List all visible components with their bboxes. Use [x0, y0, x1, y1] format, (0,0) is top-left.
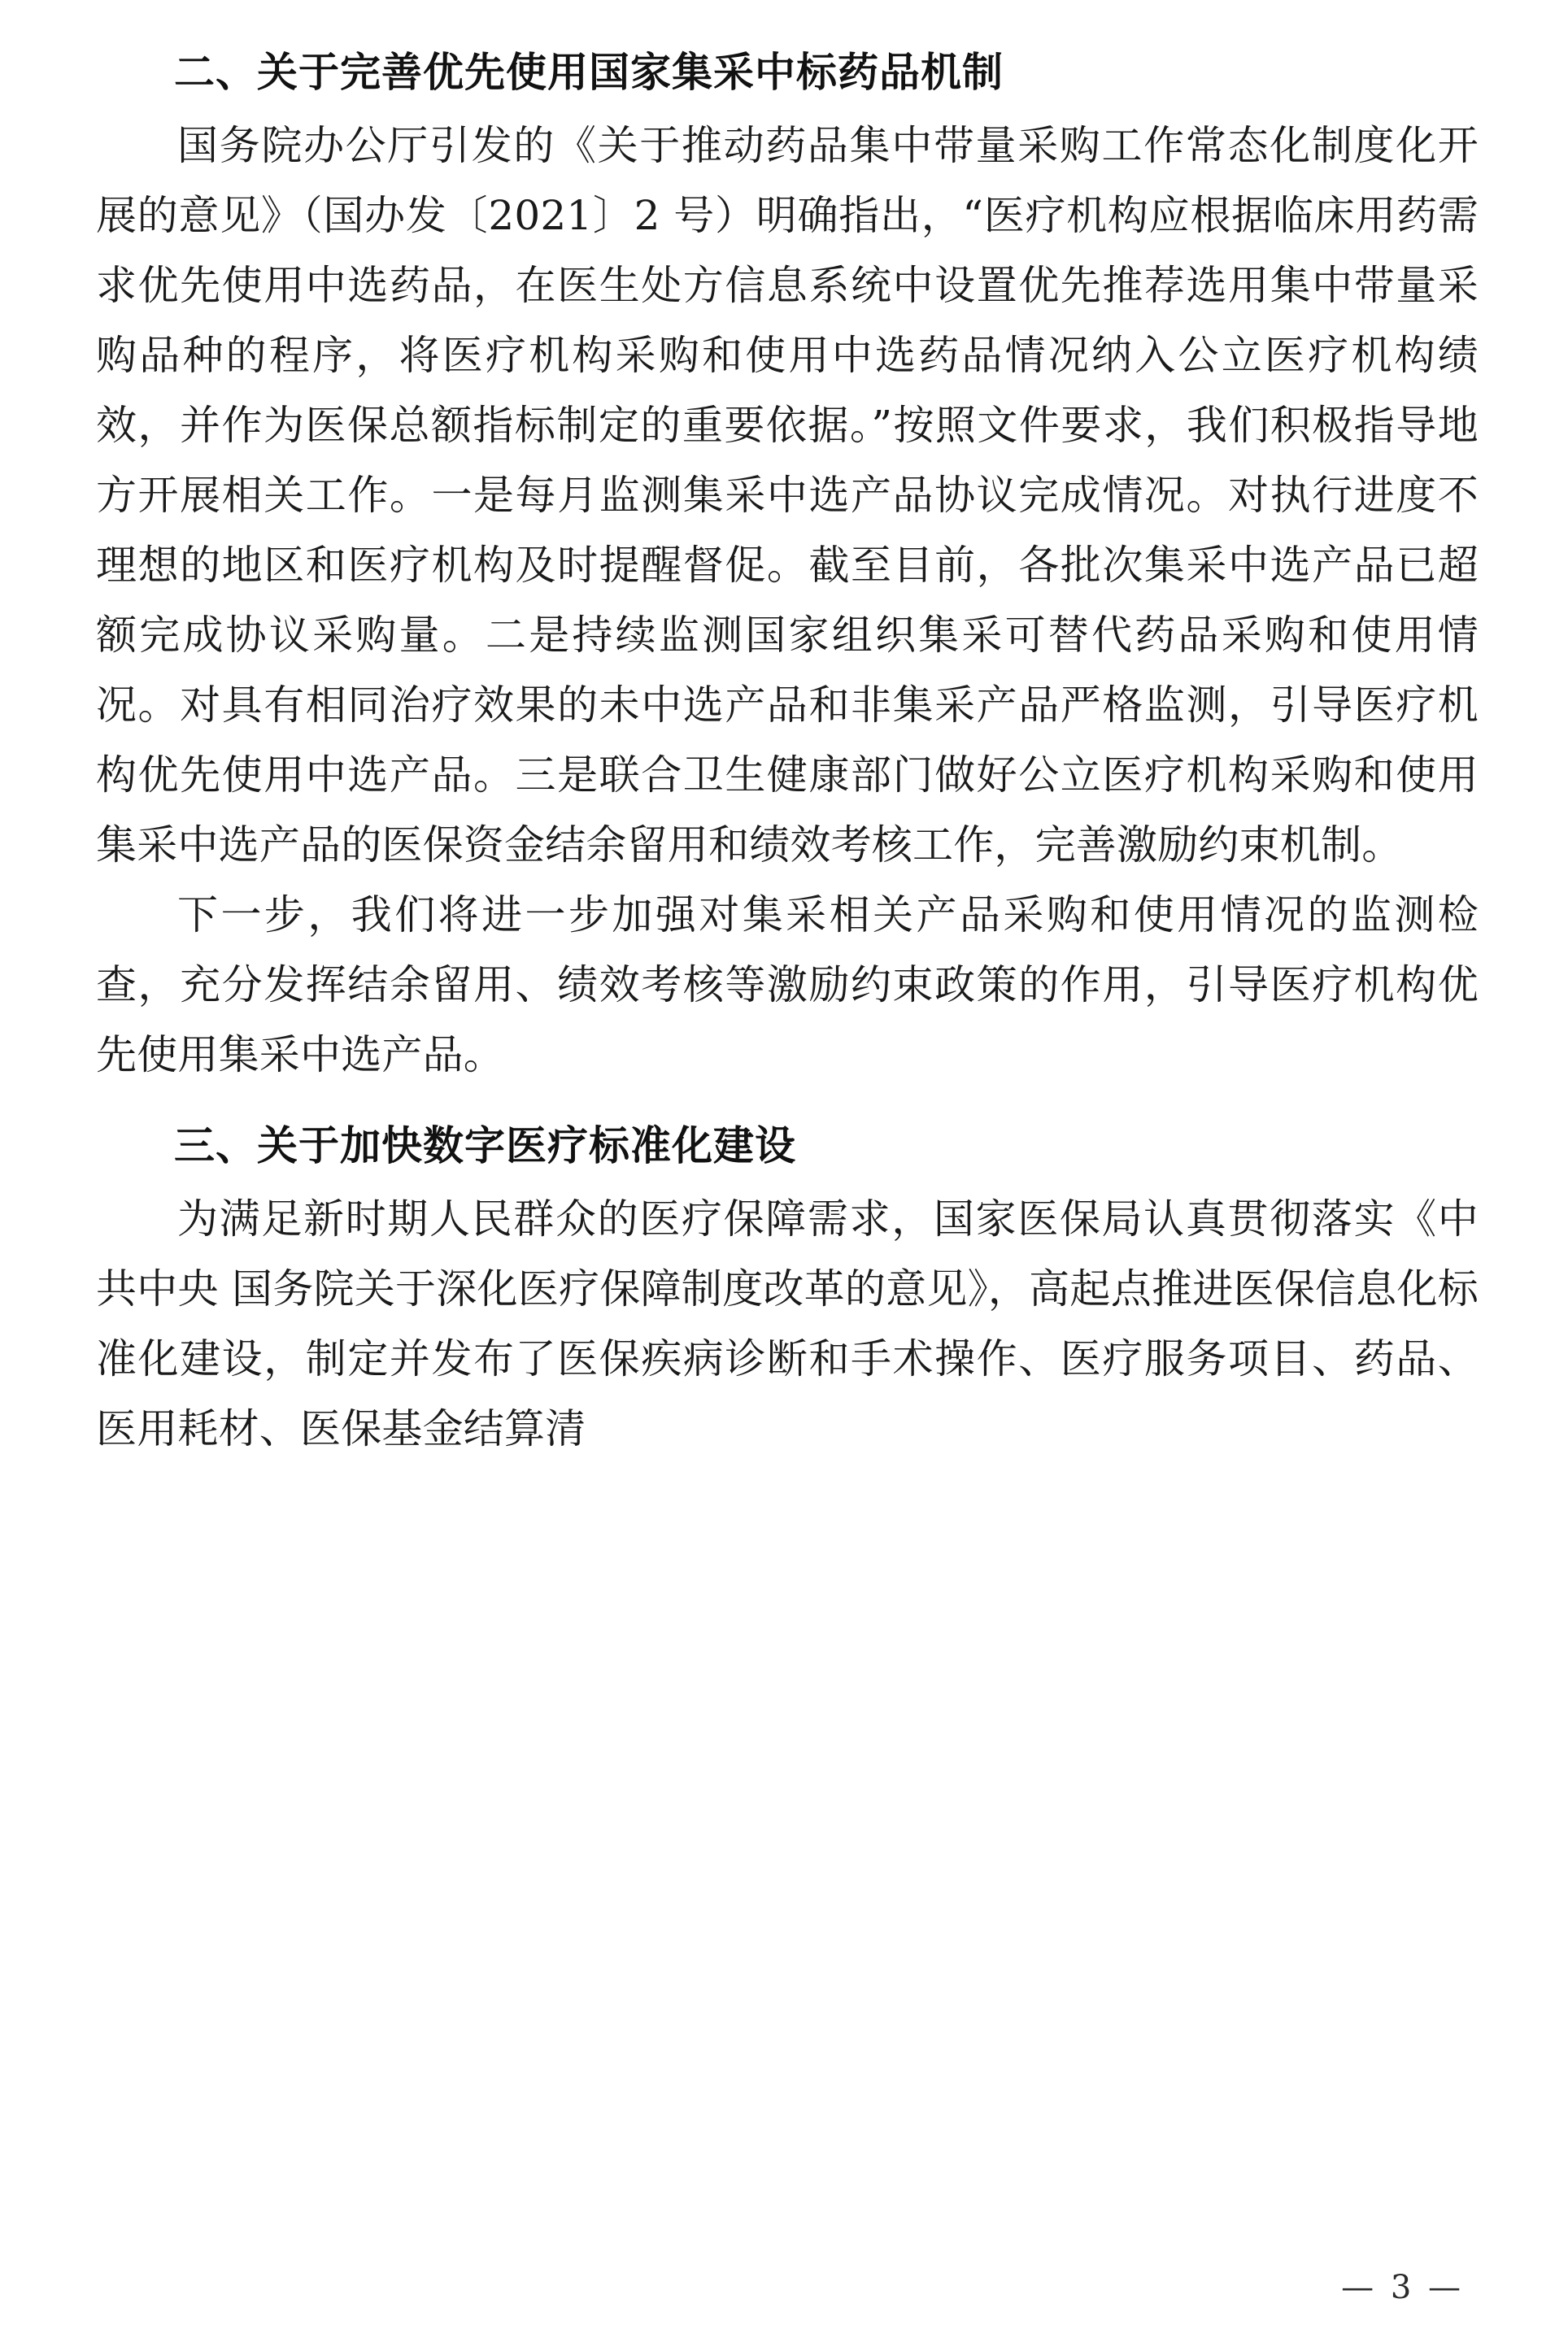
section-heading-two: 二、关于完善优先使用国家集采中标药品机制 — [174, 49, 1004, 96]
document-body — [96, 37, 1479, 1464]
section-heading-three: 三、关于加快数字医疗标准化建设 — [174, 1122, 796, 1169]
section-two-paragraph-2: 下一步，我们将进一步加强对集采相关产品采购和使用情况的监测检查，充分发挥结余留用、绩效考核等激励约束政策的作用，引导医疗机构优先使用集采中选产品。 — [96, 891, 1479, 1078]
page-number: — 3 — — [1341, 2269, 1464, 2306]
section-three-paragraph-1: 为满足新时期人民群众的医疗保障需求，国家医保局认真贯彻落实《中共中央 国务院关于深化医疗保障制度改革的意见》，高起点推进医保信息化标准化建设，制定并发布了医保疾病诊断和手术操作、医疗服务项目、药品、医用耗材、医保基金结算清 — [96, 1195, 1479, 1452]
section-two-paragraph-1: 国务院办公厅引发的《关于推动药品集中带量采购工作常态化制度化开展的意见》（国办发〔2021〕2 号）明确指出，“医疗机构应根据临床用药需求优先使用中选药品，在医生处方信息系统中设置优先推荐选用集中带量采购品种的程序，将医疗机构采购和使用中选药品情况纳入公立医疗机构绩效，并作为医保总额指标制定的重要依据。”按照文件要求，我们积极指导地方开展相关工作。一是每月监测集采中选产品协议完成情况。对执行进度不理想的地区和医疗机构及时提醒督促。截至目前，各批次集采中选产品已超额完成协议采购量。二是持续监测国家组织集采可替代药品采购和使用情况。对具有相同治疗效果的未中选产品和非集采产品严格监测，引导医疗机构优先使用中选产品。三是联合卫生健康部门做好公立医疗机构采购和使用集采中选产品的医保资金结余留用和绩效考核工作，完善激励约束机制。 — [96, 122, 1479, 869]
